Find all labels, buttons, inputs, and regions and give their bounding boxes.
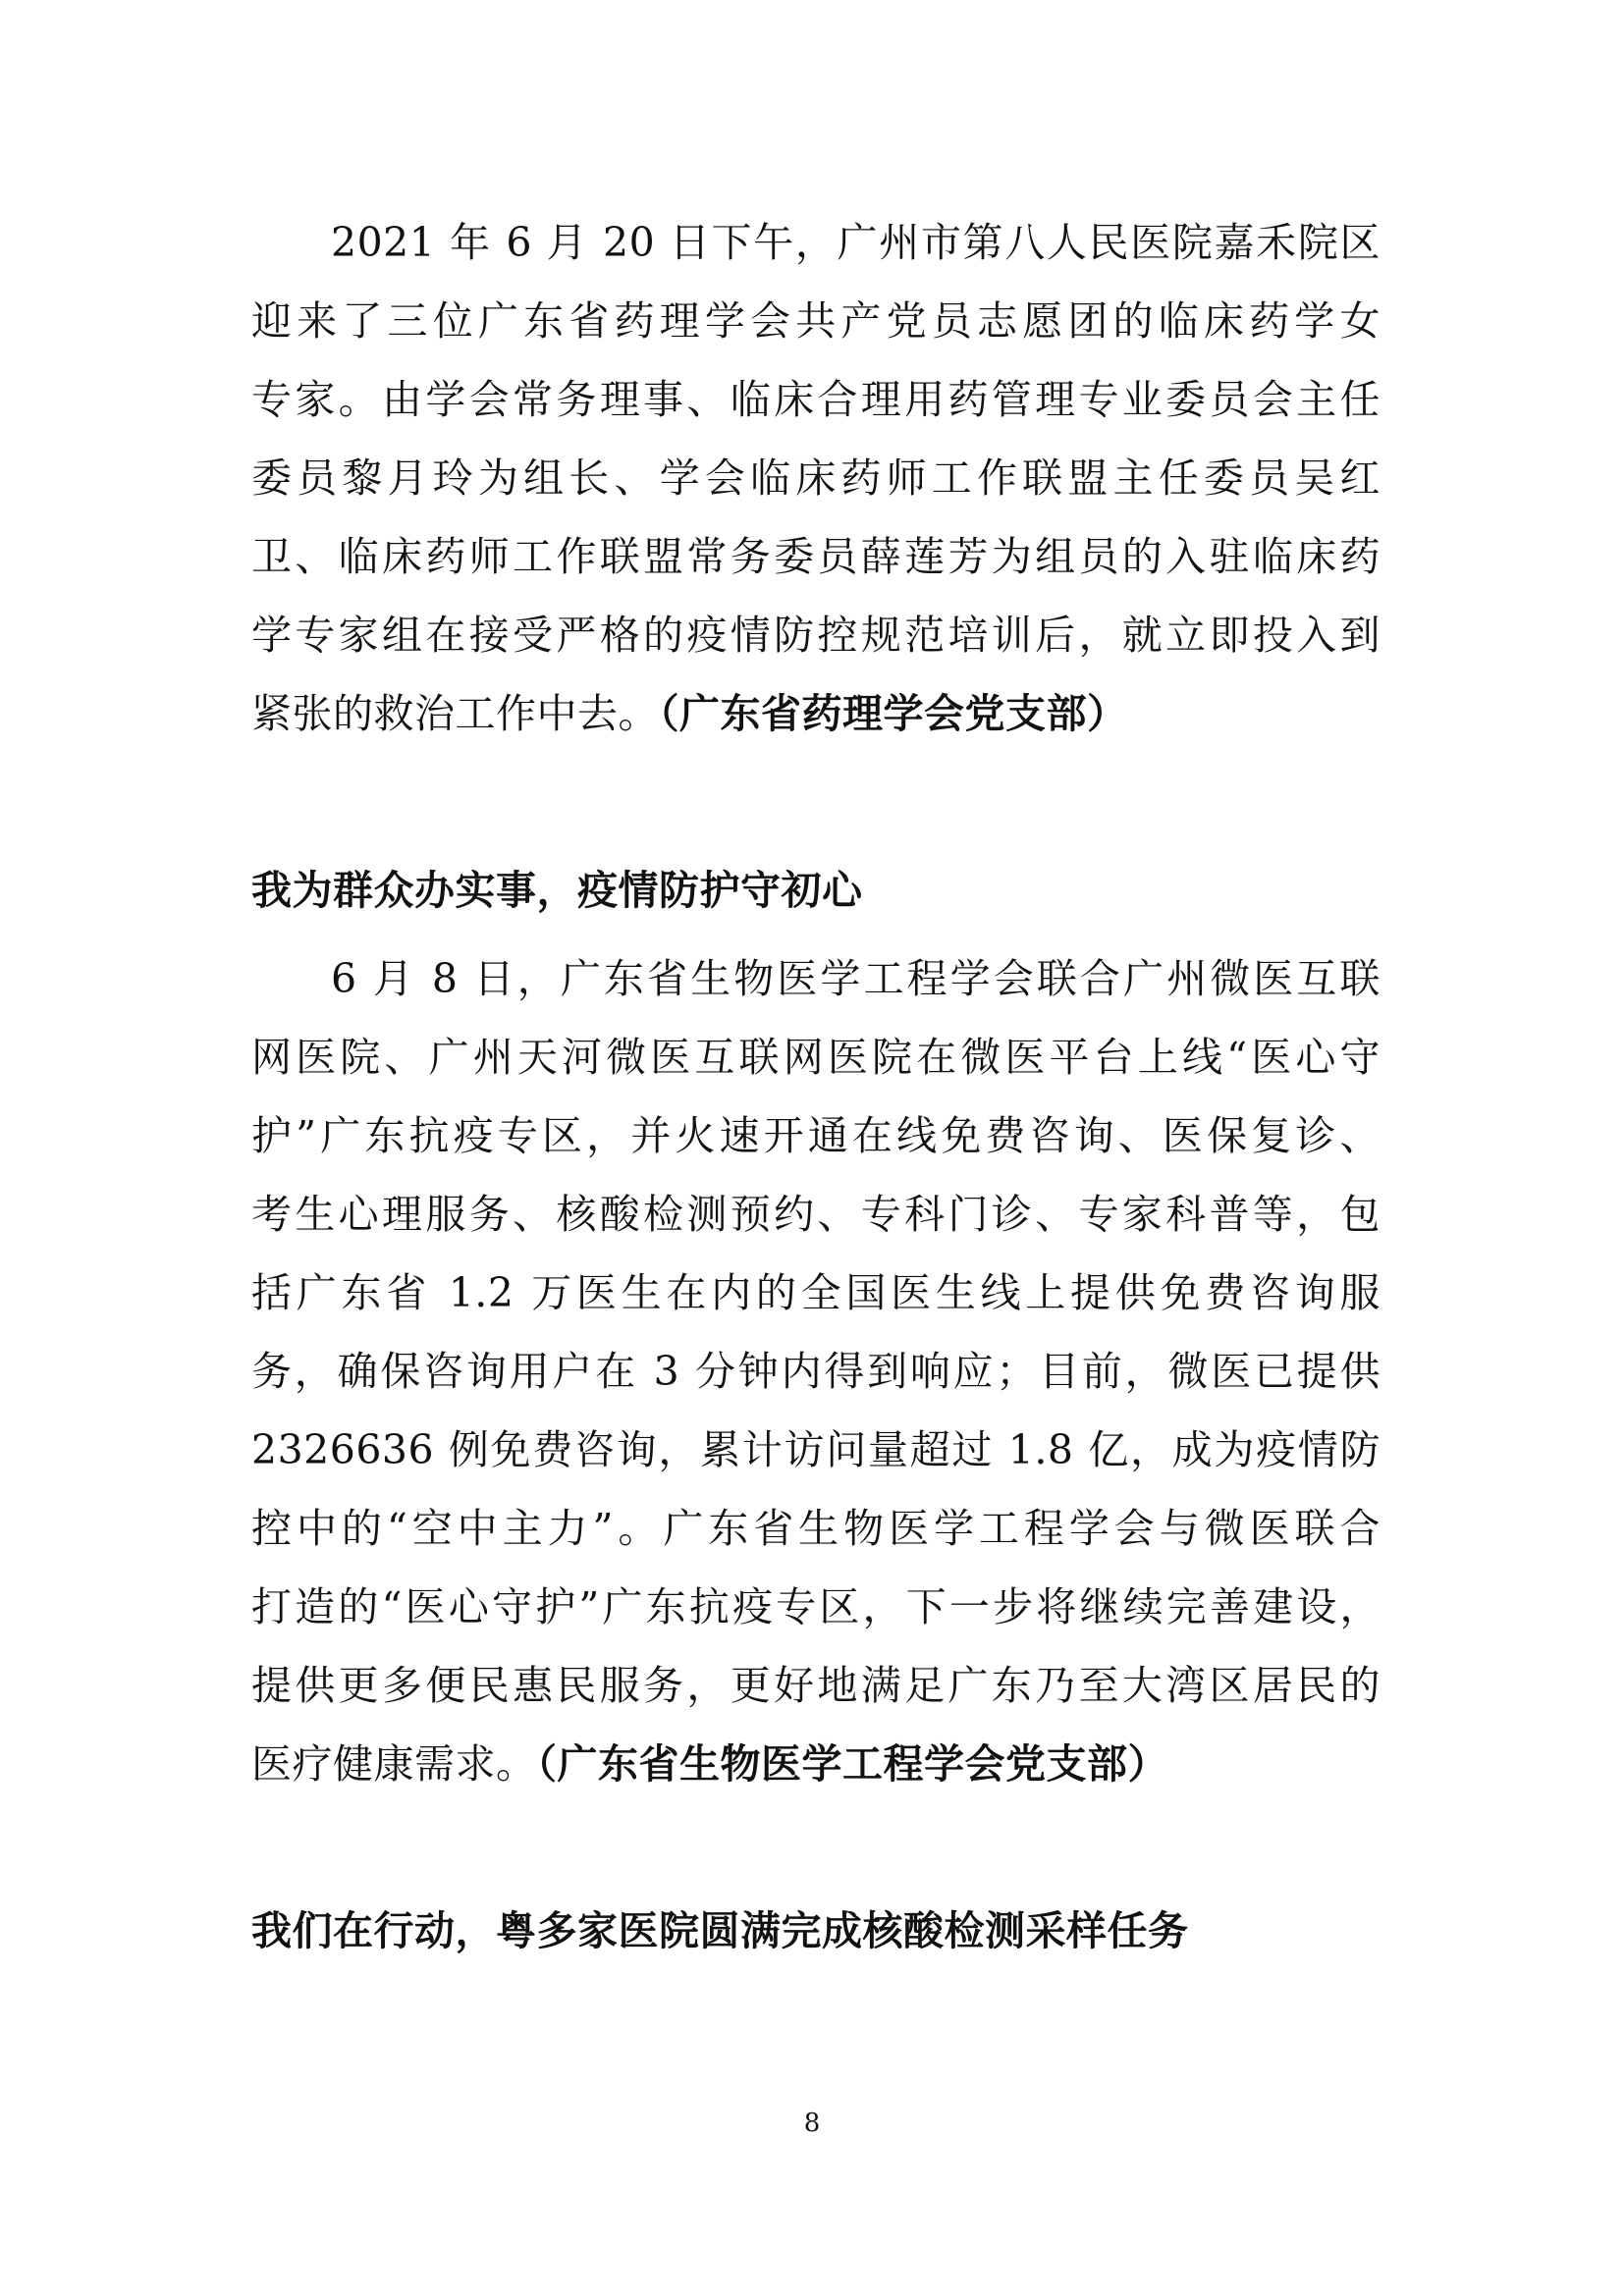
paragraph-line: 专家。由学会常务理事、临床合理用药管理专业委员会主任 <box>251 376 1380 423</box>
section-heading: 我为群众办实事，疫情防护守初心 <box>251 867 863 914</box>
paragraph-line: 迎来了三位广东省药理学会共产党员志愿团的临床药学女 <box>251 297 1380 345</box>
paragraph-line: 括广东省 1.2 万医生在内的全国医生线上提供免费咨询服 <box>251 1269 1380 1316</box>
paragraph-last-line <box>251 1735 1380 1792</box>
paragraph-line: 打造的“医心守护”广东抗疫专区，下一步将继续完善建设， <box>251 1583 1380 1630</box>
section-heading: 我们在行动，粤多家医院圆满完成核酸检测采样任务 <box>251 1907 1189 1954</box>
paragraph-line: 2021 年 6 月 20 日下午，广州市第八人民医院嘉禾院区 <box>331 219 1380 266</box>
paragraph-last-line <box>251 685 1380 742</box>
paragraph-line: 考生心理服务、核酸检测预约、专科门诊、专家科普等，包 <box>251 1191 1380 1238</box>
paragraph-line: 2326636 例免费咨询，累计访问量超过 1.8 亿，成为疫情防 <box>251 1426 1380 1473</box>
paragraph-line: 学专家组在接受严格的疫情防控规范培训后，就立即投入到 <box>251 612 1380 659</box>
paragraph-line: 网医院、广州天河微医互联网医院在微医平台上线“医心守 <box>251 1034 1380 1081</box>
paragraph-line: 提供更多便民惠民服务，更好地满足广东乃至大湾区居民的 <box>251 1662 1380 1709</box>
paragraph-line: 6 月 8 日，广东省生物医学工程学会联合广州微医互联 <box>331 955 1380 1002</box>
paragraph-text: 紧张的救治工作中去。 <box>251 690 659 737</box>
source-attribution: （广东省生物医学工程学会党支部） <box>536 1740 1168 1788</box>
paragraph-line: 务，确保咨询用户在 3 分钟内得到响应；目前，微医已提供 <box>251 1348 1380 1395</box>
paragraph-line: 卫、临床药师工作联盟常务委员薛莲芳为组员的入驻临床药 <box>251 533 1380 580</box>
paragraph-line: 控中的“空中主力”。广东省生物医学工程学会与微医联合 <box>251 1505 1380 1552</box>
source-attribution: （广东省药理学会党支部） <box>659 690 1128 737</box>
paragraph-line: 护”广东抗疫专区，并火速开通在线免费咨询、医保复诊、 <box>251 1112 1380 1159</box>
page-number: 8 <box>803 2109 821 2138</box>
paragraph-line: 委员黎月玲为组长、学会临床药师工作联盟主任委员吴红 <box>251 454 1380 502</box>
paragraph-text: 医疗健康需求。 <box>251 1740 537 1788</box>
